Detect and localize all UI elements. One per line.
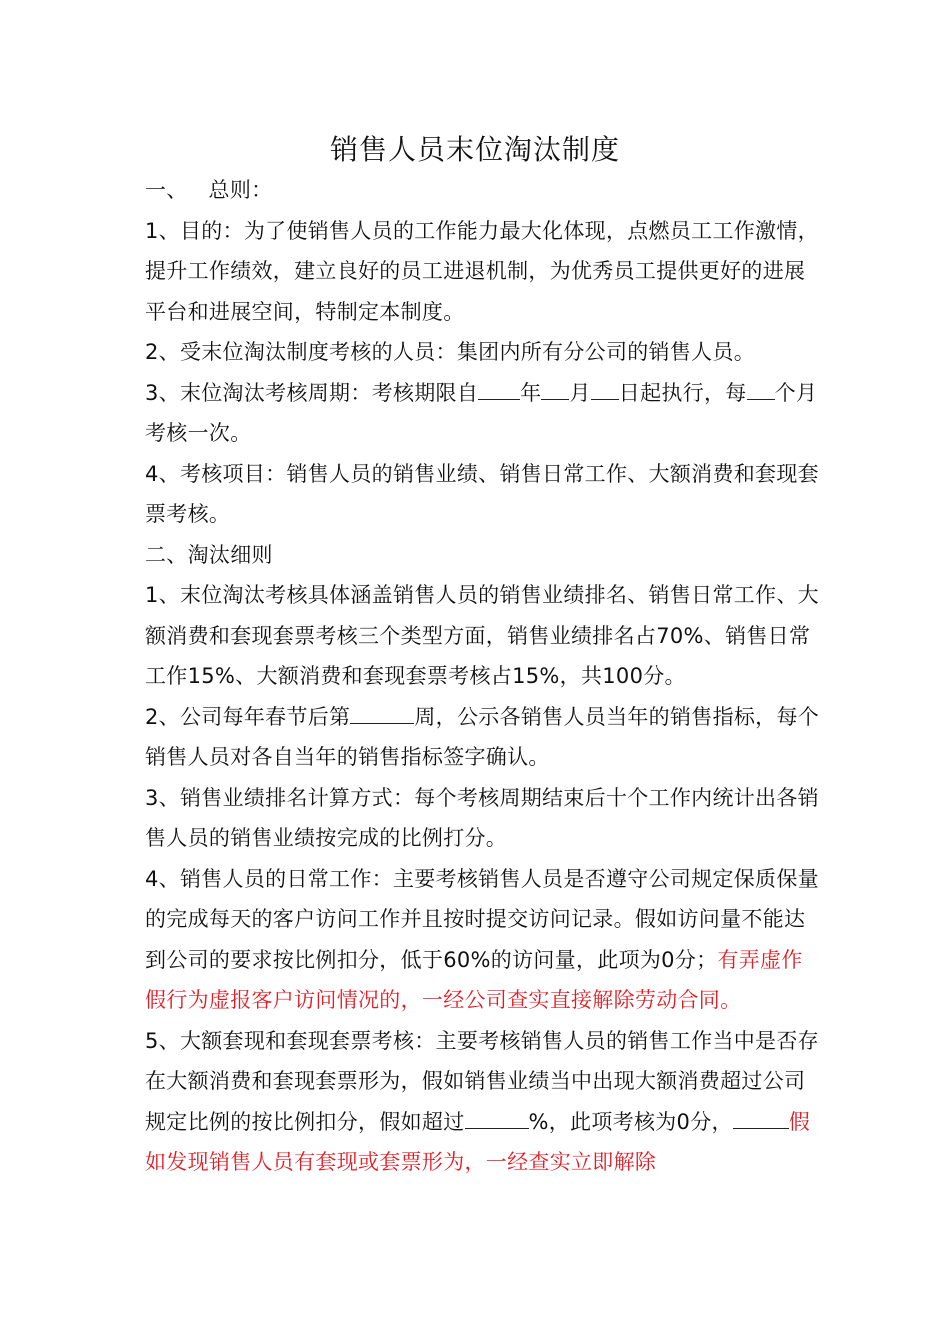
blank-percent: [465, 1106, 529, 1129]
item-3-text-e: 个月考核一次。: [145, 380, 818, 445]
section-2-item-2: [145, 697, 820, 778]
blank-month: [541, 377, 569, 400]
section-1-item-4: 4、考核项目：销售人员的销售业绩、销售日常工作、大额消费和套现套票考核。: [145, 461, 819, 526]
blank-period: [747, 377, 775, 400]
section-2-item-1: 1、末位淘汰考核具体涵盖销售人员的销售业绩排名、销售日常工作、大额消费和套现套票考核三个类型方面，销售业绩排名占70%、销售日常工作15%、大额消费和套现套票考核占15%，共100分。: [145, 583, 819, 688]
s2-item-2-text-b: 周，公示各销售人员当年的销售指标，每个销售人员对各自当年的销售指标签字确认。: [145, 704, 820, 769]
section-1-item-1: 1、目的：为了使销售人员的工作能力最大化体现，点燃员工工作激情，提升工作绩效，建立良好的员工进退机制，为优秀员工提供更好的进展平台和进展空间，特制定本制度。: [145, 218, 819, 324]
section-2-item-5: [145, 1021, 820, 1183]
section-2-item-3: 3、销售业绩排名计算方式：每个考核周期结束后十个工作内统计出各销售人员的销售业绩按完成的比例打分。: [145, 785, 819, 850]
section-2-item-4: [145, 859, 820, 1021]
item-3-text-a: 3、末位淘汰考核周期：考核期限自: [145, 380, 479, 405]
s2-item-2-text-a: 2、公司每年春节后第: [145, 704, 351, 729]
s2-item-5-highlight: 假如发现销售人员有套现或套票形为，一经查实立即解除: [145, 1109, 811, 1174]
blank-year: [478, 377, 520, 400]
s2-item-5-text-b: %，此项考核为0分，: [528, 1109, 733, 1134]
blank-note: [733, 1106, 789, 1129]
section-2-heading: 二、淘汰细则: [145, 542, 273, 567]
section-1-item-3: [145, 373, 820, 454]
item-3-text-b: 年: [520, 380, 542, 405]
s2-item-4-highlight: 有弄虚作假行为虚报客户访问情况的，一经公司查实直接解除劳动合同。: [145, 947, 803, 1012]
document-body: [145, 170, 820, 1183]
s2-item-4-text: 4、销售人员的日常工作：主要考核销售人员是否遵守公司规定保质保量的完成每天的客户访问工作并且按时提交访问记录。假如访问量不能达到公司的要求按比例扣分，低于60%的访问量，此项为0分；: [145, 866, 819, 972]
s2-item-5-text-a: 5、大额套现和套现套票考核：主要考核销售人员的销售工作当中是否存在大额消费和套现套票形为，假如销售业绩当中出现大额消费超过公司规定比例的按比例扣分，假如超过: [145, 1028, 819, 1134]
item-3-text-d: 日起执行，每: [618, 380, 747, 405]
section-1-item-2: 2、受末位淘汰制度考核的人员：集团内所有分公司的销售人员。: [145, 340, 756, 364]
document-title: 销售人员末位淘汰制度: [329, 133, 620, 166]
item-3-text-c: 月: [569, 380, 591, 405]
section-1-heading: 一、 总则：: [145, 178, 273, 202]
blank-day: [591, 377, 619, 400]
blank-week: [350, 701, 414, 724]
